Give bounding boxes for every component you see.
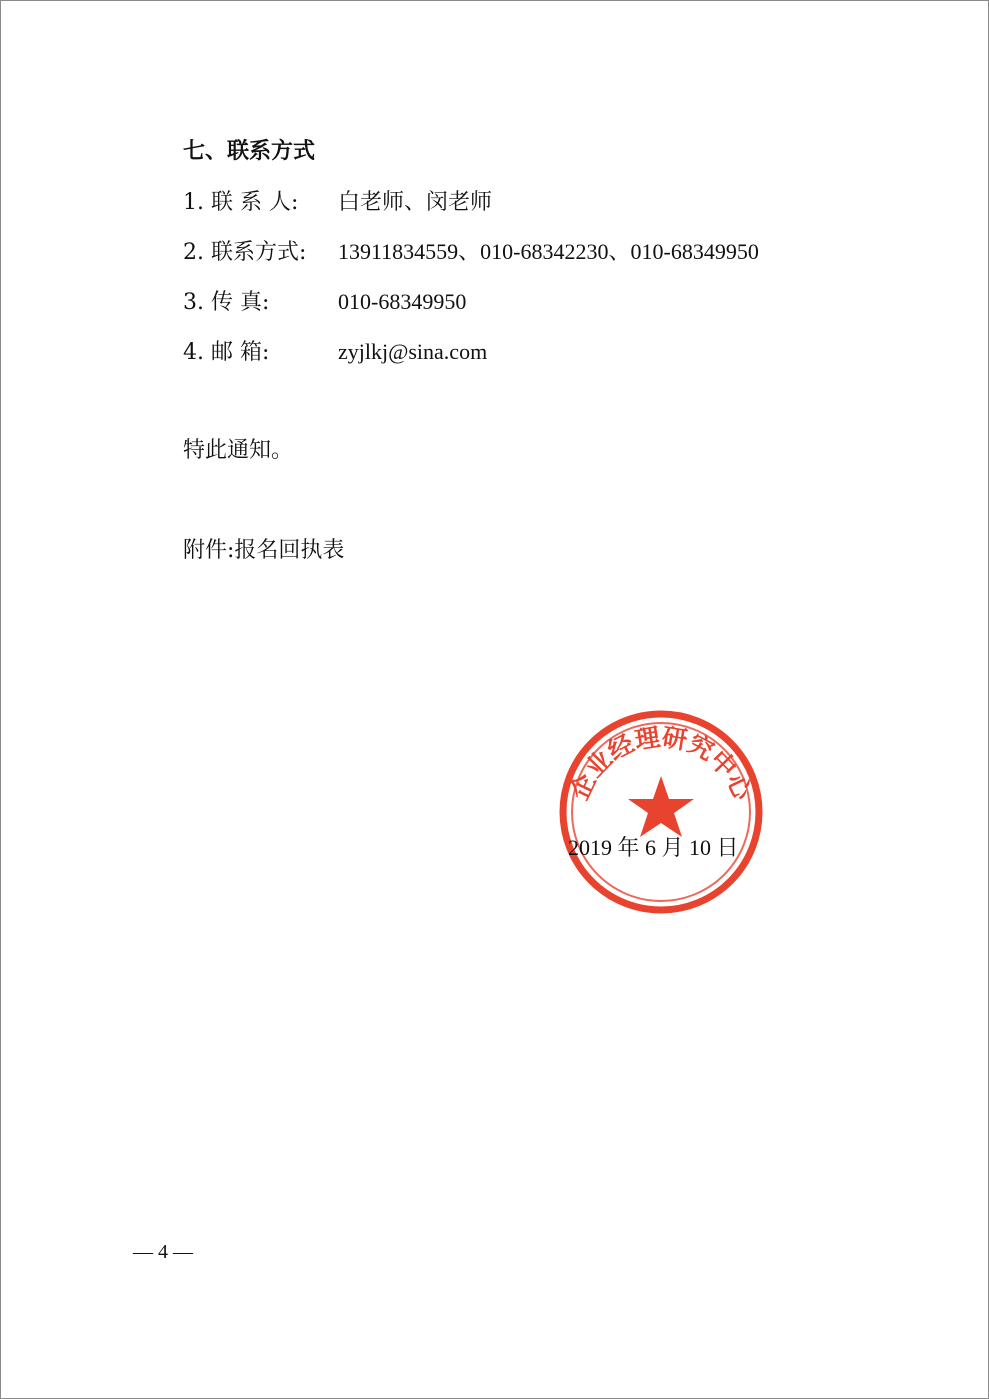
- contact-value: 010-68349950: [338, 289, 467, 314]
- contact-row-email: [183, 337, 487, 368]
- contact-row-fax: [183, 287, 466, 318]
- contact-value: 白老师、闵老师: [338, 189, 493, 214]
- contact-label: 4. 邮 箱:: [183, 340, 270, 365]
- document-date: 2019 年 6 月 10 日: [568, 835, 739, 860]
- seal-text: 企业经理研究中心: [564, 722, 758, 805]
- attachment-text: 附件:报名回执表: [183, 538, 345, 563]
- contact-row-person: [183, 187, 492, 218]
- contact-value: 13911834559、010-68342230、010-68349950: [338, 239, 759, 264]
- section-heading: 七、联系方式: [183, 139, 316, 164]
- star-icon: [628, 776, 694, 837]
- contact-label: 2. 联系方式:: [183, 240, 307, 265]
- closing-text: 特此通知。: [183, 438, 294, 463]
- contact-row-phone: [183, 237, 759, 268]
- contact-value: zyjlkj@sina.com: [338, 339, 488, 364]
- page-number: — 4 —: [133, 1241, 193, 1263]
- contact-label: 1. 联 系 人:: [183, 190, 299, 215]
- official-seal: [558, 709, 764, 915]
- contact-label: 3. 传 真:: [183, 290, 270, 315]
